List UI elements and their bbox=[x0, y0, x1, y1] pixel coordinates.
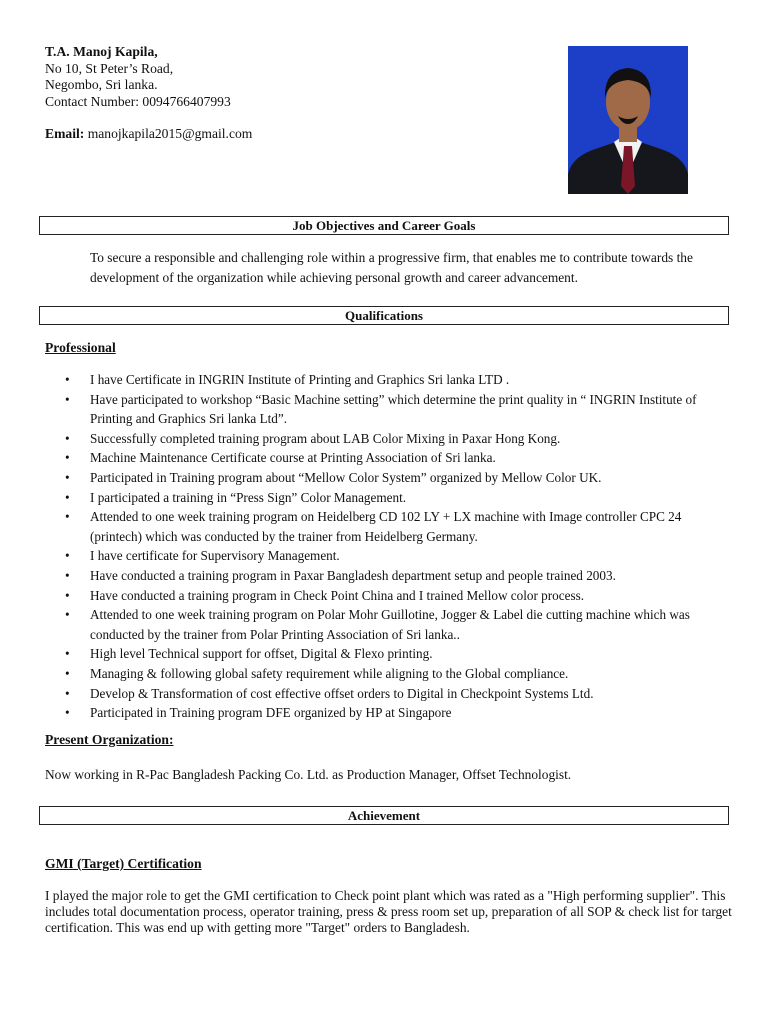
section-header-objectives: Job Objectives and Career Goals bbox=[39, 216, 729, 235]
qualification-item bbox=[45, 507, 735, 546]
qualification-item bbox=[45, 390, 735, 429]
bullet-icon: • bbox=[65, 391, 70, 407]
qualification-text: Participated in Training program about “Mellow Color System” organized by Mellow Color UK. bbox=[90, 469, 602, 485]
present-organization-text: Now working in R-Pac Bangladesh Packing Co. Ltd. as Production Manager, Offset Technologist. bbox=[45, 767, 572, 782]
email-line bbox=[45, 126, 525, 143]
qualification-item bbox=[45, 605, 735, 644]
section-header-achievement: Achievement bbox=[39, 806, 729, 825]
gmi-certification-heading: GMI (Target) Certification bbox=[45, 856, 202, 871]
bullet-icon: • bbox=[65, 509, 70, 525]
qualification-text: High level Technical support for offset, Digital & Flexo printing. bbox=[90, 646, 433, 662]
portrait-image bbox=[568, 46, 688, 194]
qualification-item bbox=[45, 370, 735, 390]
qualification-text: Attended to one week training program on Heidelberg CD 102 LY + LX machine with Image controller CPC 24 (printech) which was conducted by the trainer from Heidelberg Germany. bbox=[90, 509, 682, 544]
qualification-text: Machine Maintenance Certificate course at Printing Association of Sri lanka. bbox=[90, 450, 496, 466]
bullet-icon: • bbox=[65, 372, 70, 387]
bullet-icon: • bbox=[65, 489, 70, 505]
qualification-item bbox=[45, 546, 735, 566]
bullet-icon: • bbox=[65, 705, 70, 721]
objective-text: To secure a responsible and challenging role within a progressive firm, that enables me to contribute towards the development of the organization while achieving personal growth and career advancement. bbox=[90, 250, 693, 285]
qualification-item bbox=[45, 644, 735, 664]
bullet-icon: • bbox=[65, 587, 70, 603]
qualification-text: Develop & Transformation of cost effective offset orders to Digital in Checkpoint Systems Ltd. bbox=[90, 685, 594, 701]
professional-heading: Professional bbox=[45, 340, 116, 355]
qualification-item bbox=[45, 448, 735, 468]
qualification-item bbox=[45, 429, 735, 449]
bullet-icon: • bbox=[65, 607, 70, 623]
qualification-item bbox=[45, 468, 735, 488]
qualification-item bbox=[45, 566, 735, 586]
email-address: manojkapila2015@gmail.com bbox=[87, 126, 253, 141]
present-organization-heading: Present Organization: bbox=[45, 732, 174, 747]
qualification-item bbox=[45, 664, 735, 684]
address-line-2: Negombo, Sri lanka. bbox=[45, 77, 158, 92]
email-label: Email: bbox=[45, 126, 85, 141]
section-header-qualifications: Qualifications bbox=[39, 306, 729, 325]
qualification-item bbox=[45, 488, 735, 508]
bullet-icon: • bbox=[65, 469, 70, 485]
qualification-text: I have certificate for Supervisory Management. bbox=[90, 548, 340, 564]
qualification-text: Have conducted a training program in Check Point China and I trained Mellow color process. bbox=[90, 587, 585, 603]
bullet-icon: • bbox=[65, 665, 70, 681]
qualification-item bbox=[45, 586, 735, 606]
contact-number: Contact Number: 0094766407993 bbox=[45, 93, 231, 109]
bullet-icon: • bbox=[65, 430, 70, 446]
qualification-text: Have conducted a training program in Paxar Bangladesh department setup and people trained 2003. bbox=[90, 567, 616, 583]
address-line-1: No 10, St Peter’s Road, bbox=[45, 60, 174, 76]
qualifications-list bbox=[45, 370, 735, 723]
qualification-text: Successfully completed training program about LAB Color Mixing in Paxar Hong Kong. bbox=[90, 430, 561, 446]
qualification-text: Managing & following global safety requirement while aligning to the Global compliance. bbox=[90, 665, 569, 681]
bullet-icon: • bbox=[65, 567, 70, 583]
qualification-text: I have Certificate in INGRIN Institute of Printing and Graphics Sri lanka LTD . bbox=[90, 372, 510, 387]
qualification-text: Participated in Training program DFE organized by HP at Singapore bbox=[90, 705, 452, 721]
qualification-text: I participated a training in “Press Sign” Color Management. bbox=[90, 489, 407, 505]
bullet-icon: • bbox=[65, 548, 70, 564]
qualification-text: Have participated to workshop “Basic Machine setting” which determine the print quality in “ INGRIN Institute of Printing and Graphics Sri lanka Ltd”. bbox=[90, 391, 697, 427]
qualification-text: Attended to one week training program on Polar Mohr Guillotine, Jogger & Label die cutting machine which was conducted by the trainer from Polar Printing Association of Sri lanka.. bbox=[90, 607, 690, 642]
bullet-icon: • bbox=[65, 646, 70, 662]
gmi-certification-text: I played the major role to get the GMI certification to Check point plant which was rated as a "High performing supplier". This includes total documentation process, operator training, press & press room set up, preparation of all SOP & check list for target certification. This was end up with getting more "Target" orders to Bangladesh. bbox=[45, 888, 732, 936]
bullet-icon: • bbox=[65, 450, 70, 466]
bullet-icon: • bbox=[65, 685, 70, 701]
candidate-name: T.A. Manoj Kapila, bbox=[45, 44, 158, 59]
qualification-item bbox=[45, 703, 735, 723]
qualification-item bbox=[45, 684, 735, 704]
contact-header bbox=[45, 44, 525, 143]
profile-photo bbox=[568, 46, 688, 194]
